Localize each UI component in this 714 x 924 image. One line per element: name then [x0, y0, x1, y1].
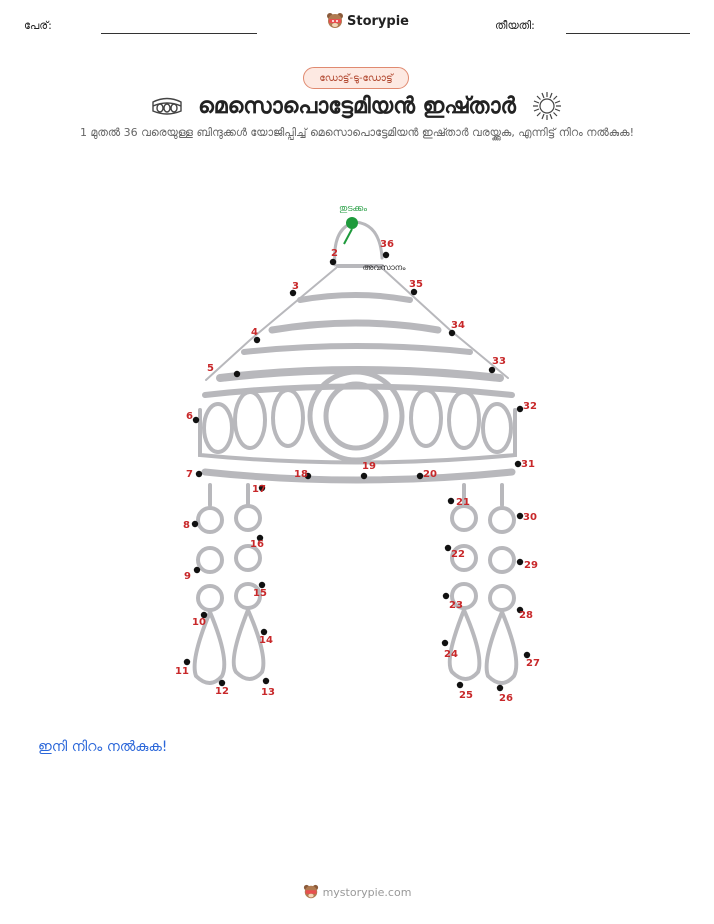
dot-number-9: 9 — [184, 571, 191, 582]
dot-11[interactable] — [184, 659, 190, 665]
start-label: തുടക്കം — [338, 204, 368, 214]
dot-number-34: 34 — [451, 320, 465, 331]
dot-13[interactable] — [263, 678, 269, 684]
dot-number-25: 25 — [459, 690, 473, 701]
dot-number-13: 13 — [261, 687, 275, 698]
date-label: തീയതി: — [495, 19, 535, 32]
dot-number-28: 28 — [519, 610, 533, 621]
footer-url: mystorypie.com — [322, 885, 412, 899]
dot-2[interactable] — [330, 259, 336, 265]
dot-number-21: 21 — [456, 497, 470, 508]
start-arrow — [344, 229, 352, 244]
dot-21[interactable] — [448, 498, 454, 504]
dot-5[interactable] — [234, 371, 240, 377]
brand-name: Storypie — [347, 13, 409, 29]
dot-number-32: 32 — [523, 401, 537, 412]
dot-number-20: 20 — [423, 469, 437, 480]
dot-9[interactable] — [194, 567, 200, 573]
activity-type-badge: ഡോട്ട്-ടു-ഡോട്ട് — [303, 67, 409, 89]
dot-number-17: 17 — [252, 484, 266, 495]
dot-number-5: 5 — [207, 363, 214, 374]
dot-19[interactable] — [361, 473, 367, 479]
name-label: പേര്: — [24, 19, 52, 32]
dot-number-3: 3 — [292, 281, 299, 292]
dot-number-24: 24 — [444, 649, 458, 660]
dot-33[interactable] — [489, 367, 495, 373]
dot-25[interactable] — [457, 682, 463, 688]
dot-number-31: 31 — [521, 459, 535, 470]
dot-number-6: 6 — [186, 411, 193, 422]
dot-23[interactable] — [443, 593, 449, 599]
color-now-prompt: ഇനി നിറം നൽകുക! — [38, 739, 168, 755]
dot-number-30: 30 — [523, 512, 537, 523]
page-title: മെസൊപൊട്ടേമിയൻ ഇഷ്താർ — [198, 93, 516, 119]
dot-number-4: 4 — [251, 327, 258, 338]
ishtar-outline — [195, 222, 517, 683]
dot-8[interactable] — [192, 521, 198, 527]
bear-mascot-icon — [303, 884, 319, 900]
dot-number-18: 18 — [294, 469, 308, 480]
dot-number-27: 27 — [526, 658, 540, 669]
dot-29[interactable] — [517, 559, 523, 565]
dot-6[interactable] — [193, 417, 199, 423]
dot-number-22: 22 — [451, 549, 465, 560]
dot-26[interactable] — [497, 685, 503, 691]
dot-number-26: 26 — [499, 693, 513, 704]
dot-7[interactable] — [196, 471, 202, 477]
dot-number-19: 19 — [362, 461, 376, 472]
dot-36[interactable] — [383, 252, 389, 258]
dot-number-8: 8 — [183, 520, 190, 531]
dot-number-33: 33 — [492, 356, 506, 367]
start-dot[interactable] — [346, 217, 358, 229]
dot-number-36: 36 — [380, 239, 394, 250]
dot-number-29: 29 — [524, 560, 538, 571]
dot-24[interactable] — [442, 640, 448, 646]
end-label: അവസാനം — [362, 263, 406, 272]
dot-number-35: 35 — [409, 279, 423, 290]
dot-number-14: 14 — [259, 635, 273, 646]
dot-number-12: 12 — [215, 686, 229, 697]
instructions: 1 മുതൽ 36 വരെയുള്ള ബിന്ദുക്കൾ യോജിപ്പിച്ച് മെസൊപൊട്ടേമിയൻ ഇഷ്താർ വരയ്ക്കുക, എന്നിട്ട് നിറം നൽകുക! — [80, 126, 634, 139]
dot-number-11: 11 — [175, 666, 189, 677]
dot-number-7: 7 — [186, 469, 193, 480]
dot-number-10: 10 — [192, 617, 206, 628]
dot-number-16: 16 — [250, 539, 264, 550]
dot-number-23: 23 — [449, 600, 463, 611]
dot-number-2: 2 — [331, 248, 338, 259]
dot-number-15: 15 — [253, 588, 267, 599]
footer — [0, 884, 714, 900]
